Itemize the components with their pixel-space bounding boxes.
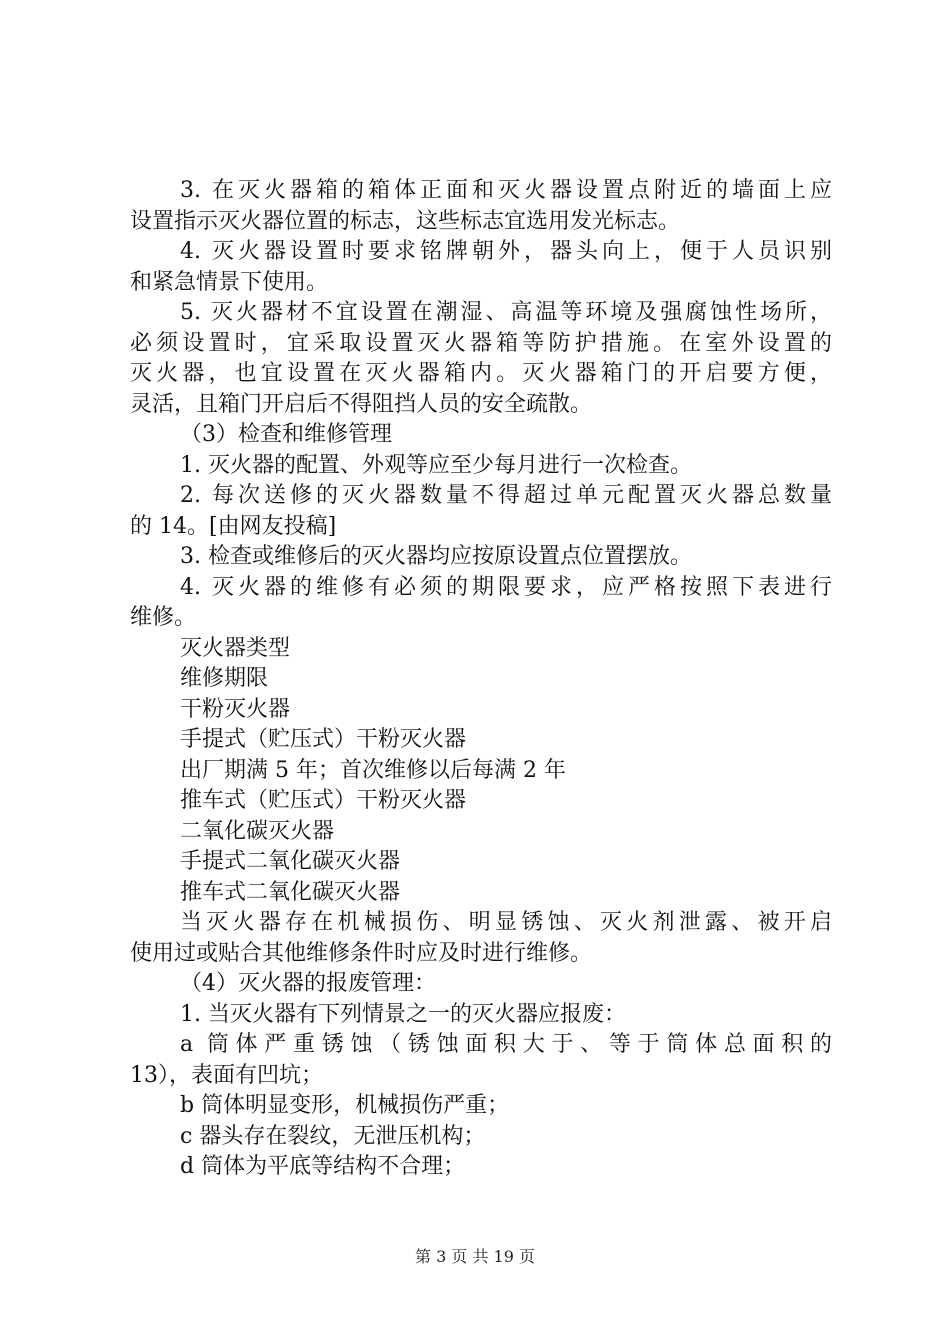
table-text-line: 推车式二氧化碳灭火器 [180, 879, 401, 905]
page-number-footer: 第 3 页 共 19 页 [415, 1247, 535, 1266]
table-text-line: 灭火器类型 [180, 635, 291, 661]
document-body [130, 176, 832, 1183]
paragraph-line: 1. 当灭火器有下列情景之一的灭火器应报废： [180, 1001, 626, 1027]
list-item-line: 13），表面有凹坑； [130, 1062, 323, 1088]
table-text-line: 维修期限 [180, 666, 269, 691]
list-item-line: b 筒体明显变形，机械损伤严重； [180, 1093, 510, 1118]
table-text-line: 出厂期满 5 年；首次维修以后每满 2 年 [180, 757, 566, 783]
paragraph-line: 4. 灭火器设置时要求铭牌朝外，器头向上，便于人员识别 [180, 239, 832, 264]
table-text-line: 推车式（贮压式）干粉灭火器 [180, 788, 467, 813]
list-item-line: d 筒体为平底等结构不合理； [180, 1154, 466, 1179]
paragraph-line: 设置指示灭火器位置的标志，这些标志宜选用发光标志。 [130, 208, 681, 234]
paragraph-line: 1. 灭火器的配置、外观等应至少每月进行一次检查。 [180, 452, 692, 478]
paragraph-line: 必须设置时，宜采取设置灭火器箱等防护措施。在室外设置的 [130, 330, 832, 356]
paragraph-line: 4. 灭火器的维修有必须的期限要求，应严格按照下表进行 [180, 574, 832, 600]
paragraph-line: 使用过或贴合其他维修条件时应及时进行维修。 [130, 940, 593, 966]
list-item-line: c 器头存在裂纹，无泄压机构； [180, 1123, 486, 1149]
paragraph-line: 的 14。[由网友投稿] [130, 513, 337, 539]
paragraph-line: 当灭火器存在机械损伤、明显锈蚀、灭火剂泄露、被开启 [180, 910, 832, 935]
section-heading: （3）检查和维修管理 [180, 422, 392, 447]
table-text-line: 干粉灭火器 [180, 696, 291, 722]
section-heading: （4）灭火器的报废管理： [180, 971, 436, 996]
paragraph-line: 和紧急情景下使用。 [130, 269, 329, 295]
paragraph-line: 5. 灭火器材不宜设置在潮湿、高温等环境及强腐蚀性场所， [180, 300, 832, 325]
paragraph-line: 灵活，且箱门开启后不得阻挡人员的安全疏散。 [130, 391, 593, 417]
table-text-line: 二氧化碳灭火器 [180, 818, 335, 844]
list-item-line: a 筒体严重锈蚀（锈蚀面积大于、等于筒体总面积的 [180, 1032, 832, 1057]
paragraph-line: 3. 在灭火器箱的箱体正面和灭火器设置点附近的墙面上应 [180, 178, 832, 203]
table-text-line: 手提式（贮压式）干粉灭火器 [180, 727, 467, 752]
paragraph-line: 灭火器，也宜设置在灭火器箱内。灭火器箱门的开启要方便， [130, 361, 832, 386]
table-text-line: 手提式二氧化碳灭火器 [180, 849, 401, 874]
paragraph-line: 2. 每次送修的灭火器数量不得超过单元配置灭火器总数量 [180, 483, 832, 508]
paragraph-line: 3. 检查或维修后的灭火器均应按原设置点位置摆放。 [180, 544, 692, 569]
paragraph-line: 维修。 [130, 605, 197, 630]
